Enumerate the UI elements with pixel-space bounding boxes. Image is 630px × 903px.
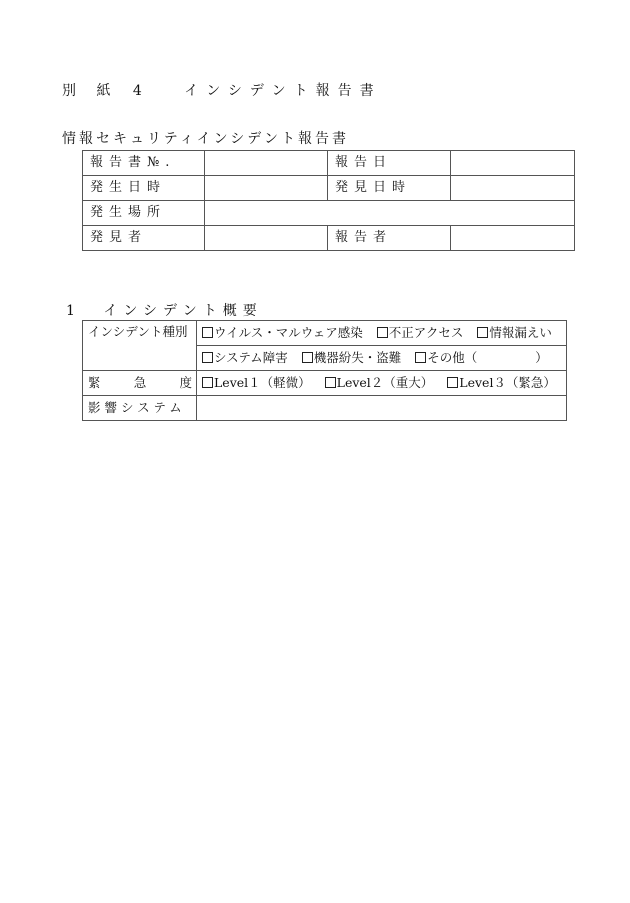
location-label: 発生場所 xyxy=(83,201,205,226)
location-field[interactable] xyxy=(205,201,575,226)
attachment-heading xyxy=(62,80,382,100)
section-title: インシデント概要 xyxy=(103,303,263,319)
checkbox-icon[interactable] xyxy=(302,352,313,363)
option-other[interactable]: その他（ ） xyxy=(415,347,548,369)
urgency-options xyxy=(197,371,567,396)
report-no-field[interactable] xyxy=(205,151,328,176)
report-no-label: 報告書№. xyxy=(83,151,205,176)
reporter-label: 報告者 xyxy=(328,226,451,251)
incident-type-options-row1 xyxy=(197,321,567,346)
discoverer-label: 発見者 xyxy=(83,226,205,251)
affected-system-field[interactable] xyxy=(197,396,567,421)
table-row xyxy=(83,371,567,396)
occurred-datetime-field[interactable] xyxy=(205,176,328,201)
incident-type-options-row2 xyxy=(197,346,567,371)
report-info-table xyxy=(82,150,575,251)
checkbox-icon[interactable] xyxy=(447,377,458,388)
checkbox-icon[interactable] xyxy=(477,327,488,338)
section-number: 1 xyxy=(66,303,75,319)
table-row xyxy=(83,201,575,226)
discoverer-field[interactable] xyxy=(205,226,328,251)
occurred-datetime-label: 発生日時 xyxy=(83,176,205,201)
table-row xyxy=(83,321,567,346)
table-row xyxy=(83,226,575,251)
attachment-label: 別 紙 xyxy=(62,83,119,99)
incident-summary-table xyxy=(82,320,567,421)
report-date-label: 報告日 xyxy=(328,151,451,176)
option-system-failure[interactable]: システム障害 xyxy=(202,347,288,369)
option-malware[interactable]: ウイルス・マルウェア感染 xyxy=(202,322,363,344)
affected-system-label: 影響システム xyxy=(83,396,197,421)
reporter-field[interactable] xyxy=(451,226,575,251)
discovered-datetime-field[interactable] xyxy=(451,176,575,201)
checkbox-icon[interactable] xyxy=(377,327,388,338)
option-level2[interactable]: Level２（重大） xyxy=(325,372,434,394)
form-title: 情報セキュリティインシデント報告書 xyxy=(62,131,349,147)
checkbox-icon[interactable] xyxy=(325,377,336,388)
attachment-number: 4 xyxy=(132,83,150,99)
table-row xyxy=(83,151,575,176)
option-data-leak[interactable]: 情報漏えい xyxy=(477,322,552,344)
option-device-loss[interactable]: 機器紛失・盗難 xyxy=(302,347,402,369)
option-level1[interactable]: Level１（軽微） xyxy=(202,372,311,394)
table-row xyxy=(83,396,567,421)
attachment-title: インシデント報告書 xyxy=(184,83,382,99)
incident-type-label: インシデント種別 xyxy=(83,321,197,371)
checkbox-icon[interactable] xyxy=(202,327,213,338)
discovered-datetime-label: 発見日時 xyxy=(328,176,451,201)
checkbox-icon[interactable] xyxy=(415,352,426,363)
checkbox-icon[interactable] xyxy=(202,377,213,388)
section-heading xyxy=(66,300,263,320)
checkbox-icon[interactable] xyxy=(202,352,213,363)
option-unauthorized-access[interactable]: 不正アクセス xyxy=(377,322,464,344)
urgency-label: 緊 急 度 xyxy=(83,371,197,396)
table-row xyxy=(83,176,575,201)
report-date-field[interactable] xyxy=(451,151,575,176)
option-level3[interactable]: Level３（緊急） xyxy=(447,372,556,394)
